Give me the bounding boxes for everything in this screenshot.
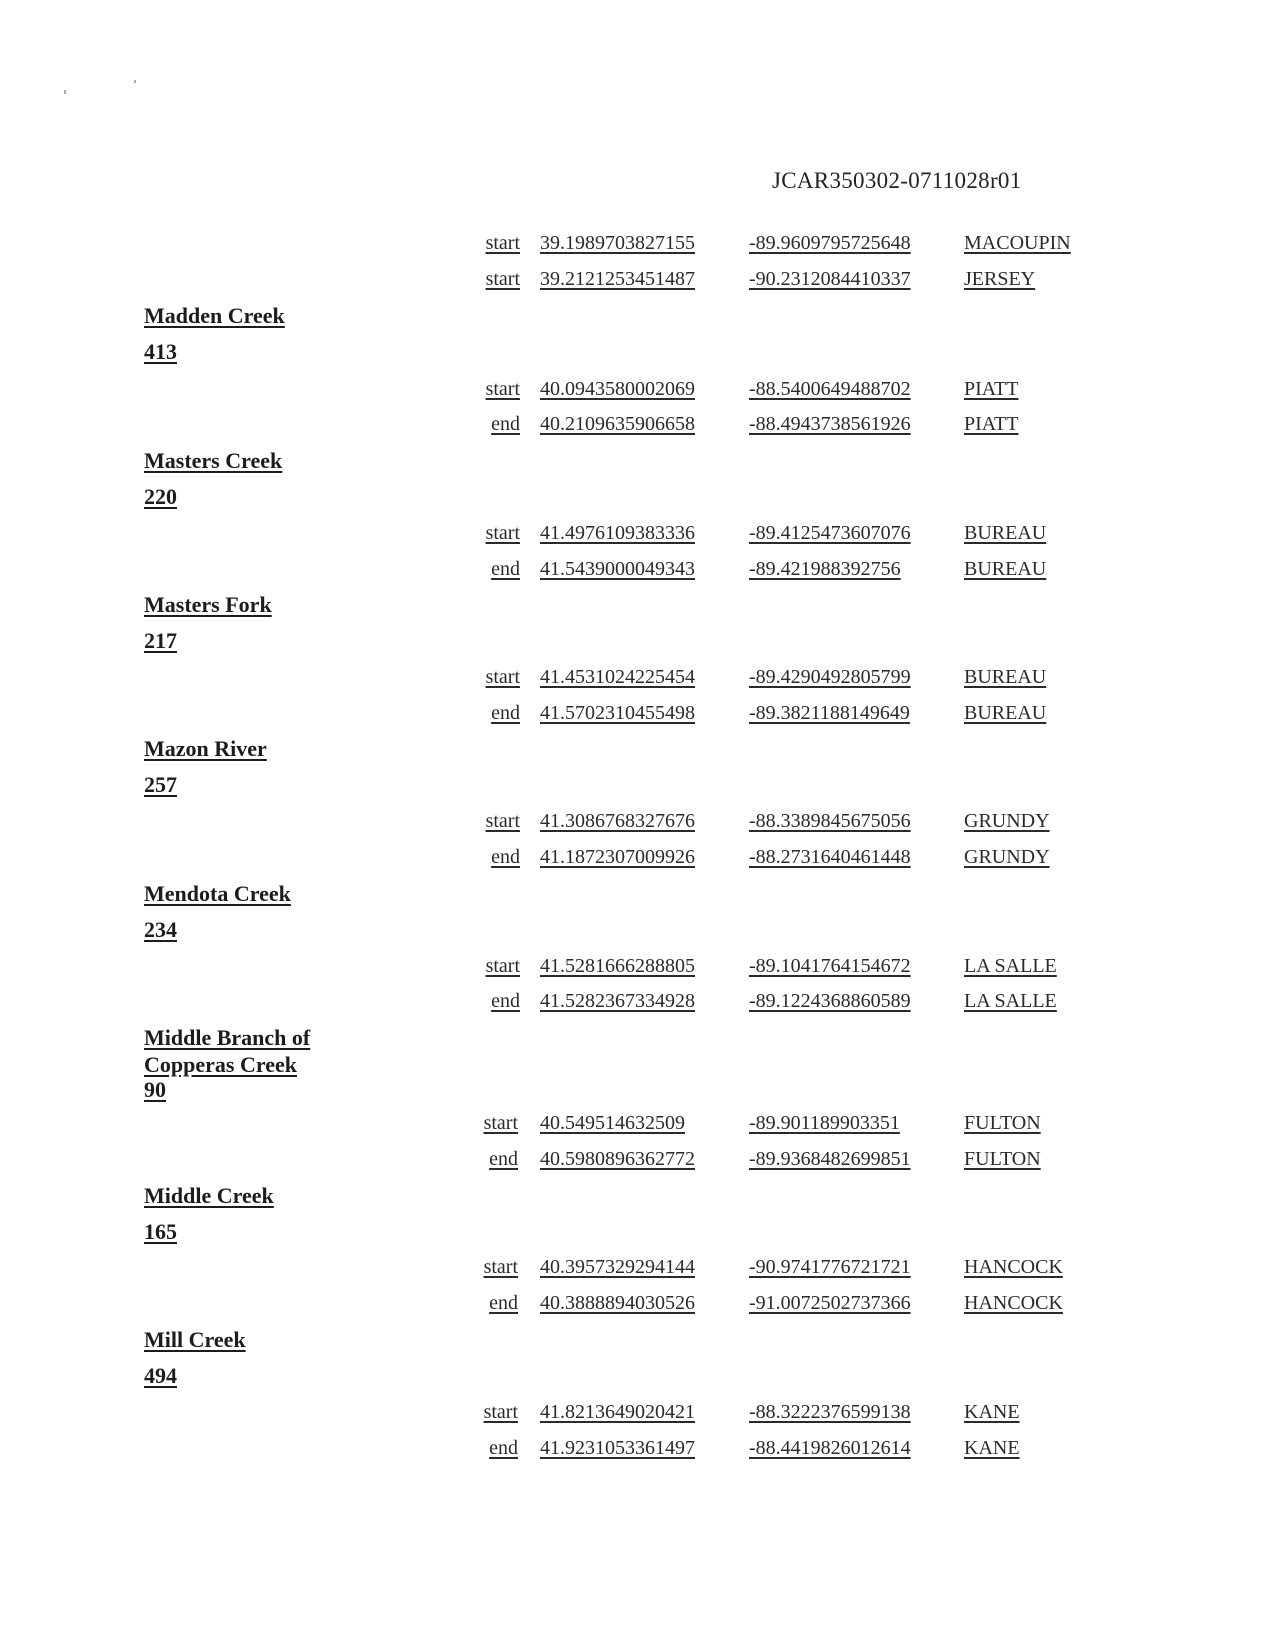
longitude: -89.3821188149649: [749, 702, 910, 724]
coordinate-row: [0, 846, 1276, 876]
stream-name: Mazon River: [144, 736, 267, 761]
coordinate-row: [0, 558, 1276, 588]
stream-name: Masters Creek: [144, 448, 283, 473]
coordinate-row: [0, 232, 1276, 262]
latitude: 40.549514632509: [540, 1112, 685, 1134]
point-type: end: [491, 990, 520, 1012]
longitude: -89.4125473607076: [749, 522, 911, 544]
county: HANCOCK: [964, 1292, 1063, 1314]
county: BUREAU: [964, 666, 1047, 688]
latitude: 41.8213649020421: [540, 1401, 695, 1423]
stream-length: 165: [144, 1219, 177, 1244]
stream-length: 413: [144, 339, 177, 364]
longitude: -89.901189903351: [749, 1112, 900, 1134]
longitude: -89.1041764154672: [749, 955, 911, 977]
county: LA SALLE: [964, 990, 1057, 1012]
point-type: end: [491, 558, 520, 580]
point-type: end: [491, 413, 520, 435]
county: KANE: [964, 1401, 1020, 1423]
stream-name: Masters Fork: [144, 592, 272, 617]
latitude: 40.3957329294144: [540, 1256, 695, 1278]
coordinate-row: [0, 1292, 1276, 1322]
stream-length: 217: [144, 628, 177, 653]
county: GRUNDY: [964, 846, 1050, 868]
county: BUREAU: [964, 522, 1047, 544]
coordinate-row: [0, 810, 1276, 840]
stream-length: 494: [144, 1363, 177, 1388]
latitude: 41.3086768327676: [540, 810, 695, 832]
coordinate-row: [0, 990, 1276, 1020]
coordinate-row: [0, 1256, 1276, 1286]
coordinate-row: [0, 1401, 1276, 1431]
latitude: 41.4531024225454: [540, 666, 695, 688]
coordinate-row: [0, 1112, 1276, 1142]
county: MACOUPIN: [964, 232, 1071, 254]
latitude: 40.0943580002069: [540, 378, 695, 400]
point-type: start: [485, 378, 520, 400]
county: BUREAU: [964, 558, 1047, 580]
stream-name: Madden Creek: [144, 303, 285, 328]
county: FULTON: [964, 1148, 1041, 1170]
longitude: -88.4419826012614: [749, 1437, 911, 1459]
stream-length: 90: [144, 1077, 166, 1102]
longitude: -91.0072502737366: [749, 1292, 911, 1314]
point-type: end: [489, 1292, 518, 1314]
county: PIATT: [964, 413, 1019, 435]
latitude: 41.1872307009926: [540, 846, 695, 868]
stream-name: Mill Creek: [144, 1327, 246, 1352]
county: HANCOCK: [964, 1256, 1063, 1278]
coordinate-row: [0, 522, 1276, 552]
county: LA SALLE: [964, 955, 1057, 977]
point-type: start: [483, 1256, 518, 1278]
point-type: end: [491, 846, 520, 868]
longitude: -89.1224368860589: [749, 990, 911, 1012]
latitude: 39.2121253451487: [540, 268, 695, 290]
latitude: 41.9231053361497: [540, 1437, 695, 1459]
point-type: start: [485, 955, 520, 977]
latitude: 41.5702310455498: [540, 702, 695, 724]
stream-name: Middle Branch of Copperas Creek: [144, 1025, 311, 1077]
longitude: -89.4290492805799: [749, 666, 911, 688]
latitude: 41.5282367334928: [540, 990, 695, 1012]
latitude: 41.5281666288805: [540, 955, 695, 977]
point-type: start: [483, 1112, 518, 1134]
longitude: -90.9741776721721: [749, 1256, 911, 1278]
county: FULTON: [964, 1112, 1041, 1134]
point-type: start: [485, 522, 520, 544]
point-type: start: [485, 666, 520, 688]
coordinate-row: [0, 955, 1276, 985]
longitude: -88.2731640461448: [749, 846, 911, 868]
document-id: JCAR350302-0711028r01: [772, 168, 1022, 193]
point-type: end: [489, 1148, 518, 1170]
longitude: -89.9609795725648: [749, 232, 911, 254]
longitude: -89.421988392756: [749, 558, 901, 580]
stream-name: Mendota Creek: [144, 881, 291, 906]
longitude: -90.2312084410337: [749, 268, 911, 290]
longitude: -88.3222376599138: [749, 1401, 911, 1423]
coordinate-row: [0, 413, 1276, 443]
county: BUREAU: [964, 702, 1047, 724]
scan-speck: [134, 80, 136, 83]
longitude: -88.4943738561926: [749, 413, 911, 435]
county: GRUNDY: [964, 810, 1050, 832]
latitude: 41.4976109383336: [540, 522, 695, 544]
stream-name: Middle Creek: [144, 1183, 274, 1208]
point-type: end: [489, 1437, 518, 1459]
coordinate-row: [0, 666, 1276, 696]
scan-speck: [64, 90, 66, 94]
county: PIATT: [964, 378, 1019, 400]
county: KANE: [964, 1437, 1020, 1459]
stream-length: 220: [144, 484, 177, 509]
point-type: start: [485, 268, 520, 290]
stream-length: 257: [144, 772, 177, 797]
coordinate-row: [0, 702, 1276, 732]
point-type: start: [485, 810, 520, 832]
stream-length: 234: [144, 917, 177, 942]
latitude: 41.5439000049343: [540, 558, 695, 580]
longitude: -88.3389845675056: [749, 810, 911, 832]
longitude: -89.9368482699851: [749, 1148, 911, 1170]
coordinate-row: [0, 268, 1276, 298]
longitude: -88.5400649488702: [749, 378, 911, 400]
coordinate-row: [0, 378, 1276, 408]
latitude: 40.3888894030526: [540, 1292, 695, 1314]
coordinate-row: [0, 1437, 1276, 1467]
point-type: start: [485, 232, 520, 254]
point-type: start: [483, 1401, 518, 1423]
latitude: 39.1989703827155: [540, 232, 695, 254]
latitude: 40.2109635906658: [540, 413, 695, 435]
county: JERSEY: [964, 268, 1036, 290]
coordinate-row: [0, 1148, 1276, 1178]
latitude: 40.5980896362772: [540, 1148, 695, 1170]
point-type: end: [491, 702, 520, 724]
